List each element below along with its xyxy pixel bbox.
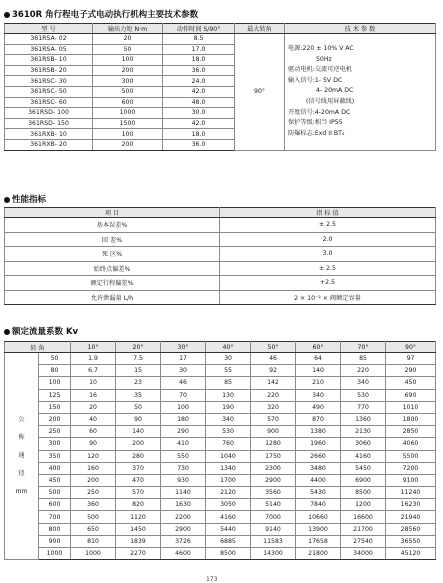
kv-cell: 3050 (206, 499, 251, 511)
time-cell: 8.5 (163, 34, 235, 45)
kv-cell: 6885 (206, 535, 251, 547)
kv-cell: 4160 (341, 450, 386, 462)
kv-cell: 17 (161, 353, 206, 365)
kv-cell: 142 (251, 377, 296, 389)
table-row (5, 462, 436, 474)
kv-cell: 650 (71, 523, 116, 535)
kv-cell: 530 (341, 389, 386, 401)
kv-cell: 5450 (341, 462, 386, 474)
kv-cell: 200 (116, 438, 161, 450)
diameter-cell: 700 (39, 511, 71, 523)
table-row (5, 523, 436, 535)
kv-cell: 130 (206, 389, 251, 401)
diameter-cell: 125 (39, 389, 71, 401)
spec-header-specs: 技 术 参 数 (285, 24, 436, 34)
kv-cell: 370 (116, 462, 161, 474)
kv-cell: 760 (206, 438, 251, 450)
table-row (5, 377, 436, 389)
max-angle-cell: 90° (235, 34, 285, 151)
kv-cell: 90 (71, 438, 116, 450)
perf-header-item: 项 目 (5, 208, 220, 218)
kv-cell: 1380 (296, 426, 341, 438)
kv-cell: 1200 (341, 499, 386, 511)
spec-line: 防爆标志:Exd II BT₄ (288, 129, 345, 137)
kv-cell: 46 (251, 353, 296, 365)
torque-cell: 600 (93, 97, 163, 108)
side-label-char: 通 (18, 452, 25, 460)
model-cell: 361RSA- 05 (5, 44, 93, 55)
bullet-dot-icon (4, 329, 10, 335)
diameter-cell: 50 (39, 353, 71, 365)
kv-cell: 1140 (161, 487, 206, 499)
kv-cell: 140 (296, 365, 341, 377)
torque-cell: 100 (93, 55, 163, 66)
kv-cell: 2900 (161, 523, 206, 535)
kv-cell: 70 (161, 389, 206, 401)
spec-line: 4- 20mA DC (316, 87, 354, 95)
kv-cell: 1839 (116, 535, 161, 547)
perf-item-cell: 基本误差% (5, 218, 220, 233)
kv-cell: 16600 (341, 511, 386, 523)
kv-header-angle: 10° (71, 342, 116, 353)
kv-cell: 3560 (251, 487, 296, 499)
kv-header-angle-label: 转 角 (5, 342, 71, 353)
kv-cell: 90 (116, 413, 161, 425)
kv-cell: 10 (71, 377, 116, 389)
kv-cell: 23 (116, 377, 161, 389)
time-cell: 36.0 (163, 139, 235, 150)
kv-cell: 570 (251, 413, 296, 425)
torque-cell: 300 (93, 76, 163, 87)
kv-header-angle: 30° (161, 342, 206, 353)
kv-header-angle: 90° (386, 342, 436, 353)
kv-header-angle: 20° (116, 342, 161, 353)
kv-cell: 30 (206, 353, 251, 365)
kv-cell: 27540 (341, 535, 386, 547)
kv-cell: 570 (116, 487, 161, 499)
diameter-cell: 350 (39, 450, 71, 462)
kv-cell: 36550 (386, 535, 436, 547)
kv-cell: 45120 (386, 548, 436, 560)
kv-cell: 340 (341, 377, 386, 389)
kv-cell: 2120 (206, 487, 251, 499)
kv-cell: 280 (116, 450, 161, 462)
table-row (5, 535, 436, 547)
kv-cell: 1450 (116, 523, 161, 535)
kv-cell: 180 (161, 413, 206, 425)
kv-cell: 4600 (161, 548, 206, 560)
section3-title-text: 额定流量系数 Kv (12, 327, 79, 337)
perf-value-cell: 3.0 (220, 247, 436, 262)
spec-line: 保护等级:相当 IP55 (288, 119, 343, 127)
kv-cell: 6.7 (71, 365, 116, 377)
torque-cell: 20 (93, 34, 163, 45)
diameter-cell: 900 (39, 535, 71, 547)
kv-cell: 290 (386, 365, 436, 377)
side-label-char: 称 (18, 434, 25, 442)
perf-item-cell: 死 区% (5, 247, 220, 262)
kv-cell: 320 (251, 401, 296, 413)
spec-line: 开度信号:4-20mA DC (288, 108, 351, 116)
kv-cell: 290 (161, 426, 206, 438)
kv-cell: 4400 (296, 474, 341, 486)
kv-cell: 7000 (251, 511, 296, 523)
kv-cell: 550 (161, 450, 206, 462)
performance-table (4, 207, 436, 305)
kv-cell: 340 (206, 413, 251, 425)
spec-header-torque: 输出力矩 N·m (93, 24, 163, 34)
model-cell: 361RXB- 10 (5, 129, 93, 140)
time-cell: 36.0 (163, 65, 235, 76)
perf-header-value: 指 标 值 (220, 208, 436, 218)
kv-cell: 15 (116, 365, 161, 377)
table-row (5, 474, 436, 486)
kv-cell: 8500 (206, 548, 251, 560)
model-cell: 361RSC- 50 (5, 86, 93, 97)
kv-cell: 340 (296, 389, 341, 401)
kv-cell: 1340 (206, 462, 251, 474)
kv-cell: 410 (161, 438, 206, 450)
torque-cell: 1500 (93, 118, 163, 129)
perf-item-cell: 始终点偏差% (5, 261, 220, 276)
kv-cell: 9140 (251, 523, 296, 535)
kv-cell: 17658 (296, 535, 341, 547)
kv-cell: 820 (116, 499, 161, 511)
kv-cell: 92 (251, 365, 296, 377)
table-row (5, 487, 436, 499)
kv-cell: 190 (206, 401, 251, 413)
kv-cell: 160 (71, 462, 116, 474)
bullet-dot-icon (4, 197, 10, 203)
time-cell: 42.0 (163, 86, 235, 97)
kv-cell: 870 (296, 413, 341, 425)
kv-cell: 2130 (341, 426, 386, 438)
table-row (5, 389, 436, 401)
torque-cell: 500 (93, 86, 163, 97)
kv-cell: 3060 (341, 438, 386, 450)
kv-cell: 930 (161, 474, 206, 486)
model-cell: 361RSB- 10 (5, 55, 93, 66)
table-row (5, 353, 436, 365)
diameter-cell: 100 (39, 377, 71, 389)
kv-cell: 810 (71, 535, 116, 547)
kv-cell: 11583 (251, 535, 296, 547)
kv-cell: 2200 (161, 511, 206, 523)
table-row (5, 232, 436, 247)
kv-cell: 7200 (386, 462, 436, 474)
kv-cell: 1630 (161, 499, 206, 511)
time-cell: 18.0 (163, 129, 235, 140)
kv-cell: 35 (116, 389, 161, 401)
kv-cell: 250 (71, 487, 116, 499)
kv-cell: 60 (71, 426, 116, 438)
kv-cell: 470 (116, 474, 161, 486)
kv-cell: 360 (71, 499, 116, 511)
kv-cell: 9100 (386, 474, 436, 486)
perf-value-cell: ± 2.5 (220, 218, 436, 233)
kv-cell: 5430 (296, 487, 341, 499)
kv-cell: 16 (71, 389, 116, 401)
diameter-cell: 800 (39, 523, 71, 535)
table-row (5, 34, 436, 45)
kv-cell: 21940 (386, 511, 436, 523)
kv-header-angle: 70° (341, 342, 386, 353)
kv-cell: 5440 (206, 523, 251, 535)
kv-cell: 6900 (341, 474, 386, 486)
kv-header-angle: 40° (206, 342, 251, 353)
model-cell: 361RSC- 30 (5, 76, 93, 87)
torque-cell: 1000 (93, 108, 163, 119)
time-cell: 42.0 (163, 118, 235, 129)
torque-cell: 200 (93, 139, 163, 150)
table-row (5, 511, 436, 523)
kv-cell: 1000 (71, 548, 116, 560)
diameter-cell: 600 (39, 499, 71, 511)
page-number: 173 (206, 576, 218, 583)
kv-cell: 220 (341, 365, 386, 377)
kv-cell: 34000 (341, 548, 386, 560)
kv-cell: 1960 (296, 438, 341, 450)
diameter-cell: 300 (39, 438, 71, 450)
nominal-diameter-label (5, 353, 39, 560)
kv-cell: 21700 (341, 523, 386, 535)
kv-cell: 85 (206, 377, 251, 389)
kv-cell: 13900 (296, 523, 341, 535)
kv-table (4, 341, 436, 560)
kv-cell: 4060 (386, 438, 436, 450)
perf-value-cell: 2 × 10⁻² × 阀额定容量 (220, 290, 436, 305)
kv-cell: 30 (161, 365, 206, 377)
diameter-cell: 450 (39, 474, 71, 486)
kv-cell: 1800 (386, 413, 436, 425)
kv-cell: 900 (251, 426, 296, 438)
kv-cell: 1010 (386, 401, 436, 413)
kv-cell: 1360 (341, 413, 386, 425)
spec-table-header (5, 24, 436, 34)
kv-cell: 1750 (251, 450, 296, 462)
spec-header-time: 动作时间 S/90° (163, 24, 235, 34)
kv-cell: 85 (341, 353, 386, 365)
kv-table-header (5, 342, 436, 353)
kv-cell: 55 (206, 365, 251, 377)
kv-cell: 14300 (251, 548, 296, 560)
time-cell: 18.0 (163, 55, 235, 66)
table-row (5, 426, 436, 438)
time-cell: 24.0 (163, 76, 235, 87)
torque-cell: 100 (93, 129, 163, 140)
perf-item-cell: 允许泄漏量 L/h (5, 290, 220, 305)
spec-table (4, 23, 436, 151)
kv-cell: 16230 (386, 499, 436, 511)
diameter-cell: 250 (39, 426, 71, 438)
model-cell: 361RXB- 20 (5, 139, 93, 150)
section2-title-text: 性能指标 (12, 195, 47, 205)
spec-header-angle: 最大转角 (235, 24, 285, 34)
model-cell: 361RSB- 20 (5, 65, 93, 76)
table-row (5, 247, 436, 262)
table-row (5, 290, 436, 305)
kv-cell: 2900 (251, 474, 296, 486)
kv-cell: 7840 (296, 499, 341, 511)
side-label-unit: mm (15, 488, 28, 496)
kv-cell: 20 (71, 401, 116, 413)
time-cell: 48.0 (163, 97, 235, 108)
table-row (5, 548, 436, 560)
perf-value-cell: 2.0 (220, 232, 436, 247)
spec-line: 输入信号:1- 5V DC (288, 76, 343, 84)
kv-cell: 770 (341, 401, 386, 413)
kv-cell: 2270 (116, 548, 161, 560)
model-cell: 361RSA- 02 (5, 34, 93, 45)
spec-line: 50Hz (316, 55, 332, 63)
kv-cell: 40 (71, 413, 116, 425)
diameter-cell: 500 (39, 487, 71, 499)
torque-cell: 200 (93, 65, 163, 76)
section3-title (4, 325, 78, 337)
kv-cell: 690 (386, 389, 436, 401)
kv-cell: 97 (386, 353, 436, 365)
kv-cell: 7.5 (116, 353, 161, 365)
table-row (5, 365, 436, 377)
tech-specs-cell (285, 34, 436, 151)
kv-cell: 2850 (386, 426, 436, 438)
kv-cell: 450 (386, 377, 436, 389)
kv-cell: 46 (161, 377, 206, 389)
time-cell: 30.0 (163, 108, 235, 119)
table-row (5, 413, 436, 425)
performance-table-header (5, 208, 436, 218)
table-row (5, 450, 436, 462)
model-cell: 361RSD- 100 (5, 108, 93, 119)
diameter-cell: 200 (39, 413, 71, 425)
kv-cell: 4160 (206, 511, 251, 523)
kv-cell: 1.9 (71, 353, 116, 365)
kv-cell: 120 (71, 450, 116, 462)
table-row (5, 499, 436, 511)
model-cell: 361RSD- 150 (5, 118, 93, 129)
spec-line: 驱动电机:交流可逆电机 (288, 66, 352, 74)
spec-header-model: 型 号 (5, 24, 93, 34)
table-row (5, 276, 436, 291)
kv-cell: 3726 (161, 535, 206, 547)
perf-item-cell: 回 差% (5, 232, 220, 247)
kv-cell: 1280 (251, 438, 296, 450)
kv-cell: 530 (206, 426, 251, 438)
kv-cell: 220 (251, 389, 296, 401)
table-row (5, 401, 436, 413)
kv-cell: 2300 (251, 462, 296, 474)
diameter-cell: 1000 (39, 548, 71, 560)
diameter-cell: 80 (39, 365, 71, 377)
torque-cell: 50 (93, 44, 163, 55)
kv-cell: 140 (116, 426, 161, 438)
section1-title-text: 3610R 角行程电子式电动执行机构主要技术参数 (12, 10, 199, 20)
kv-cell: 210 (296, 377, 341, 389)
side-label-char: 径 (18, 470, 25, 478)
diameter-cell: 150 (39, 401, 71, 413)
kv-cell: 8500 (341, 487, 386, 499)
table-row (5, 261, 436, 276)
kv-cell: 50 (116, 401, 161, 413)
bullet-dot-icon (4, 12, 10, 18)
kv-cell: 730 (161, 462, 206, 474)
time-cell: 17.0 (163, 44, 235, 55)
table-row (5, 218, 436, 233)
kv-cell: 1700 (206, 474, 251, 486)
kv-cell: 200 (71, 474, 116, 486)
kv-cell: 5500 (386, 450, 436, 462)
table-row (5, 438, 436, 450)
kv-cell: 64 (296, 353, 341, 365)
side-label-char: 公 (18, 416, 25, 424)
kv-cell: 490 (296, 401, 341, 413)
kv-header-angle: 50° (251, 342, 296, 353)
spec-line: 电源:220 ± 10% V AC (288, 45, 354, 53)
kv-cell: 100 (161, 401, 206, 413)
kv-cell: 1120 (116, 511, 161, 523)
perf-item-cell: 额定行程偏差% (5, 276, 220, 291)
diameter-cell: 400 (39, 462, 71, 474)
perf-value-cell: ± 2.5 (220, 261, 436, 276)
section2-title (4, 193, 46, 205)
kv-cell: 1040 (206, 450, 251, 462)
kv-cell: 28560 (386, 523, 436, 535)
section1-title (4, 8, 198, 20)
model-cell: 361RSC- 60 (5, 97, 93, 108)
kv-cell: 2660 (296, 450, 341, 462)
perf-value-cell: +2.5 (220, 276, 436, 291)
kv-cell: 3480 (296, 462, 341, 474)
kv-cell: 5140 (251, 499, 296, 511)
kv-cell: 500 (71, 511, 116, 523)
kv-cell: 10660 (296, 511, 341, 523)
kv-header-angle: 60° (296, 342, 341, 353)
spec-line: (信号线用屏蔽线) (306, 98, 355, 106)
kv-cell: 11240 (386, 487, 436, 499)
kv-cell: 21800 (296, 548, 341, 560)
